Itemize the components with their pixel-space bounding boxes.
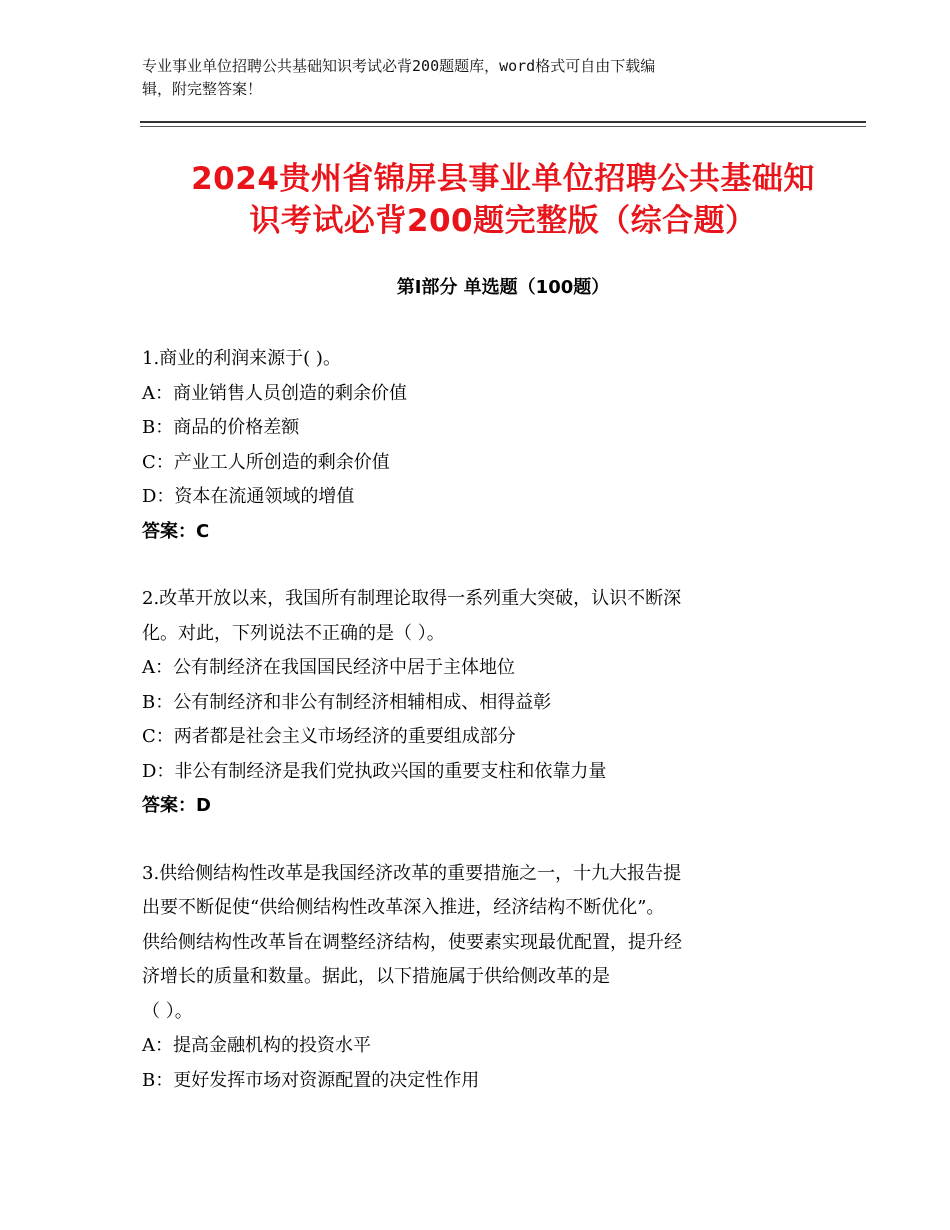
question-stem-line: （ ）。 [142,1000,193,1022]
question-1 [142,342,802,549]
header-note-line-2: 辑，附完整答案！ [142,80,263,98]
question-stem-line: 出要不断促使“供给侧结构性改革深入推进，经济结构不断优化”。 [142,897,665,918]
question-stem-line: 1.商业的利润来源于( )。 [142,348,341,369]
question-stem-line: 供给侧结构性改革旨在调整经济结构，使要素实现最优配置，提升经 [142,931,682,953]
question-2 [142,582,802,824]
question-stem-line: 化。对此，下列说法不正确的是（ ）。 [142,622,445,644]
option-b: B：更好发挥市场对资源配置的决定性作用 [142,1069,480,1091]
document-title-line-1: 2024贵州省锦屏县事业单位招聘公共基础知 [191,161,815,197]
header-rule-thick [140,121,866,123]
option-c: C：两者都是社会主义市场经济的重要组成部分 [142,726,516,747]
option-d: D：非公有制经济是我们党执政兴国的重要支柱和依靠力量 [142,760,607,782]
question-stem-line: 2.改革开放以来，我国所有制理论取得一系列重大突破，认识不断深 [142,588,682,609]
document-title [140,158,866,242]
option-a: A：公有制经济在我国国民经济中居于主体地位 [142,657,515,678]
answer-label: 答案：C [142,520,210,542]
question-stem-line: 3.供给侧结构性改革是我国经济改革的重要措施之一，十九大报告提 [142,862,682,884]
option-b: B：商品的价格差额 [142,417,300,438]
question-3 [142,857,802,1099]
document-title-line-2: 识考试必背200题完整版（综合题） [249,203,757,239]
option-b: B：公有制经济和非公有制经济相辅相成、相得益彰 [142,691,552,713]
answer-label: 答案：D [142,795,211,816]
option-a: A：提高金融机构的投资水平 [142,1035,371,1056]
header-rule-thin [140,126,866,127]
header-note [142,55,802,101]
option-a: A：商业销售人员创造的剩余价值 [142,382,407,404]
option-c: C：产业工人所创造的剩余价值 [142,451,390,473]
section-title: 第Ⅰ部分 单选题（100题） [396,277,610,298]
option-d: D：资本在流通领域的增值 [142,486,355,507]
question-list [142,342,802,1131]
header-note-line-1: 专业事业单位招聘公共基础知识考试必背200题题库，word格式可自由下载编 [142,57,656,75]
question-stem-line: 济增长的质量和数量。据此，以下措施属于供给侧改革的是 [142,966,610,987]
